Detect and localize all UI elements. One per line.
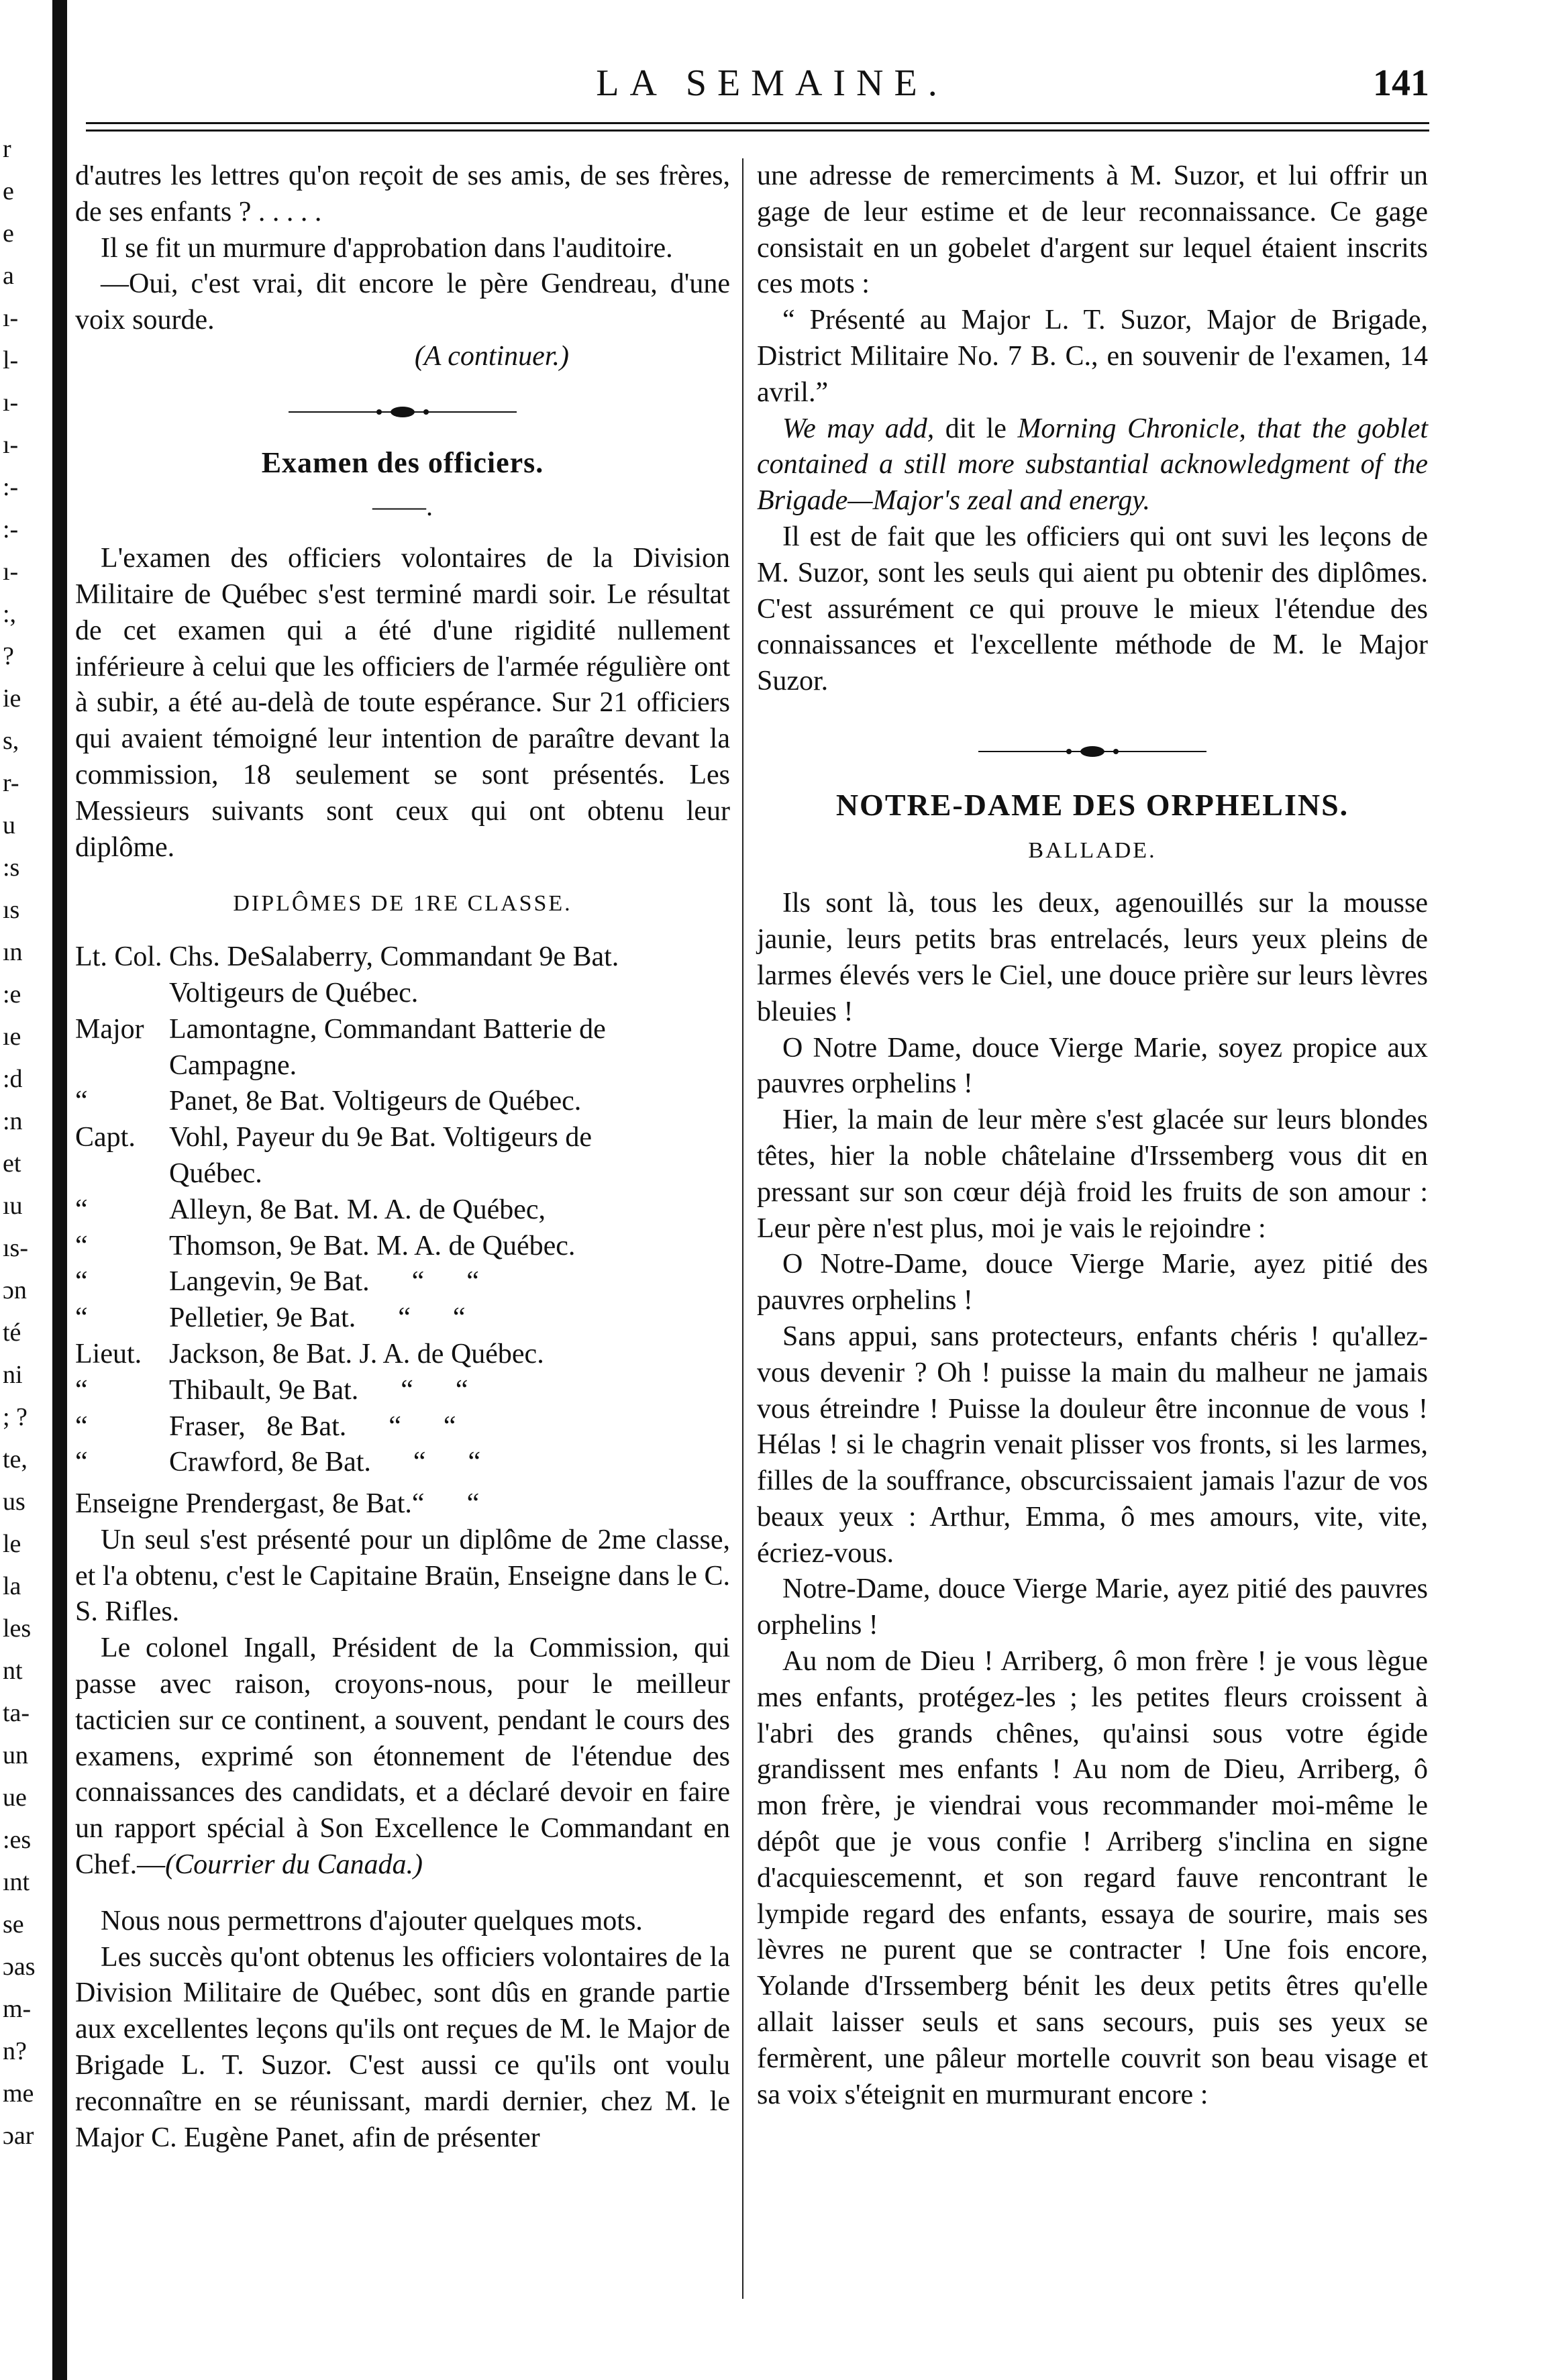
paragraph [75,1631,730,1883]
inscription-quote: “ Présenté au Major L. T. Suzor, Major de Brigade, District Militaire No. 7 B. C., en souvenir de l'examen, 14 avril.” [757,305,1428,408]
margin-fragment: té [3,1318,21,1347]
ballad-stanza: Sans appui, sans protecteurs, enfants chéris ! qu'allez-vous devenir ? Oh ! puisse la main du malheur ne jamais vous étreindre ! Puisse la douleur être inconnue de vous ! Hélas ! si le chagrin venait plisser vos fronts, si les larmes, filles de la souffrance, obscurcissaient jamais l'azur de vos beaux yeux : Arthur, Emma, ô mes amours, vite, vite, écriez-vous. [757,1321,1428,1569]
margin-fragment: ı- [3,389,19,417]
roster-entry [75,1264,730,1300]
roster-name: Alleyn, 8e Bat. M. A. de Québec, [169,1194,546,1225]
diploma-heading: DIPLÔMES DE 1RE CLASSE. [233,891,572,917]
margin-fragment: ni [3,1361,23,1389]
ballad-stanza: Au nom de Dieu ! Arriberg, ô mon frère ! je vous lègue mes enfants, protégez-les ; les petites fleurs croissent à l'abri des grands chênes, qu'ainsi sous votre égide grandissent mes enfants ! Au nom de Dieu, Arriberg, ô mon frère, je viendrai vous recommander moi-même le dépôt que je vous confie ! Arriberg s'inclina en signe d'acquiescemennt, et son regard fauve rencontrant le lympide regard des enfants, essaya de sourire, mais ses lèvres ne purent que se contracter ! Une fois encore, Yolande d'Irssemberg bénit les deux petits êtres qu'elle allait laisser seuls et sans secours, puis ses yeux se fermèrent, une pâleur mortelle couvrit son beau visage et sa voix s'éteignit en murmurant encore : [757,1646,1428,2110]
margin-fragment: e [3,177,14,205]
margin-fragment: r [3,135,11,163]
margin-fragment: e [3,219,14,248]
paragraph: Il est de fait que les officiers qui ont suvi les leçons de M. Suzor, sont les seuls qui aient pu obtenir des diplômes. C'est assurément ce qui prouve le mieux l'étendue des connaissances et l'excellente méthode de M. le Major Suzor. [757,521,1428,697]
margin-fragment: ı- [3,558,19,586]
binding-edge [52,0,67,2380]
margin-fragment: ıs- [3,1234,28,1262]
margin-fragment: se [3,1910,24,1938]
ornament-divider [75,394,730,430]
roster-last-entry: Enseigne Prendergast, 8e Bat.“ “ [75,1488,480,1520]
margin-fragment: :, [3,600,17,628]
margin-fragment: s, [3,727,19,755]
margin-fragment: r- [3,769,19,797]
continued-paragraph: d'autres les lettres qu'on reçoit de ses amis, de ses frères, de ses enfants ? . . . . . [75,160,730,227]
roster-continuation: Québec. [169,1157,262,1189]
paragraph: Les succès qu'ont obtenus les officiers volontaires de la Division Militaire de Québec, sont dûs en grande partie aux excellentes leçons qu'ils ont reçues de M. le Major de Brigade L. T. Suzor. C'est aussi ce qu'ils ont voulu reconnaître en se réunissant, mardi dernier, chez M. le Major C. Eugène Panet, afin de présenter [75,1941,730,2153]
ornament-rule-icon [268,404,537,420]
ornament-divider [757,733,1428,770]
margin-fragment: ı- [3,304,19,332]
ballad-refrain: Notre-Dame, douce Vierge Marie, ayez pitié des pauvres orphelins ! [757,1573,1428,1641]
roster-entry [75,1409,730,1445]
margin-fragment: ɔn [3,1276,27,1304]
margin-fragment: ın [3,938,23,966]
roster-rank: Lieut. [75,1338,142,1369]
roster-rank: Lt. Col. [75,941,162,973]
roster-entry [75,1445,730,1481]
source-credit: (Courrier du Canada.) [165,1849,423,1881]
roster-name: Fraser, 8e Bat. “ “ [169,1410,456,1442]
english-text: We may add, [782,413,935,444]
ballad-refrain: O Notre Dame, douce Vierge Marie, soyez propice aux pauvres orphelins ! [757,1032,1428,1100]
ornament-rule-icon [958,743,1227,760]
roster-name: Vohl, Payeur du 9e Bat. Voltigeurs de [169,1122,592,1153]
diploma-roster [75,939,730,1481]
right-column [757,158,1428,2113]
roster-name: Pelletier, 9e Bat. “ “ [169,1302,466,1334]
margin-fragment: :es [3,1826,32,1854]
english-text: dit le [934,413,1018,444]
margin-fragment: :- [3,515,19,544]
margin-fragment: me [3,2079,34,2108]
paragraph: L'examen des officiers volontaires de la Division Militaire de Québec s'est terminé mardi soir. Le résultat de cet examen qui a été d'une rigidité nullement inférieure à celui que les officiers de l'armée régulière ont à subir, a été au-delà de toute espérance. Sur 21 officiers qui avaient témoigné leur intention de paraître devant la commission, 18 seulement se sont présentés. Les Messieurs suivants sont ceux qui ont obtenu leur diplôme. [75,543,730,863]
ballad-title: NOTRE-DAME DES ORPHELINS. [835,787,1349,822]
roster-entry [75,1120,730,1156]
continued-paragraph: une adresse de remerciments à M. Suzor, et lui offrir un gage de leur estime et de leur reconnaissance. Ce gage consistait en un gobelet d'argent sur lequel étaient inscrits ces mots : [757,160,1428,300]
margin-fragment: ɔar [3,2122,34,2150]
margin-fragment: ınt [3,1868,30,1896]
roster-rank: “ [75,1447,88,1478]
roster-entry [75,1300,730,1337]
roster-entry [75,939,730,976]
to-be-continued: (A continuer.) [414,340,569,372]
margin-fragment: u [3,811,15,839]
margin-fragment: :e [3,980,21,1008]
roster-entry [75,1373,730,1409]
margin-fragment: l- [3,346,19,374]
margin-fragment: ıu [3,1192,23,1220]
roster-name: Chs. DeSalaberry, Commandant 9e Bat. [169,941,619,973]
roster-rank: “ [75,1374,88,1406]
roster-rank: “ [75,1302,88,1334]
margin-fragment: :d [3,1065,23,1093]
margin-fragment: nt [3,1657,23,1685]
roster-rank: Capt. [75,1122,136,1153]
paragraph: Un seul s'est présenté pour un diplôme de 2me classe, et l'a obtenu, c'est le Capitaine Braün, Enseigne dans le C. S. Rifles. [75,1524,730,1628]
margin-fragment: le [3,1530,21,1558]
margin-fragment: ? [3,642,14,670]
newspaper-name: Morning Chronicle, [1017,413,1246,444]
roster-rank: “ [75,1086,88,1117]
margin-fragment: te, [3,1445,28,1473]
margin-fragment: les [3,1614,32,1643]
ballad-refrain: O Notre-Dame, douce Vierge Marie, ayez pitié des pauvres orphelins ! [757,1249,1428,1316]
margin-fragment: ta- [3,1699,30,1727]
roster-name: Thomson, 9e Bat. M. A. de Québec. [169,1230,576,1261]
roster-name: Langevin, 9e Bat. “ “ [169,1266,479,1298]
roster-rank: “ [75,1194,88,1225]
english-quote [757,411,1428,519]
paragraph: Nous nous permettrons d'ajouter quelques mots. [101,1905,643,1936]
margin-fragment: la [3,1572,21,1600]
running-head: LA SEMAINE. [596,62,948,104]
title-dash: ——. [372,491,433,522]
header-rule-bottom [86,130,1429,132]
roster-rank: “ [75,1266,88,1298]
margin-fragment: :- [3,473,19,501]
roster-entry [75,1337,730,1373]
margin-fragment: :s [3,853,20,882]
roster-name: Crawford, 8e Bat. “ “ [169,1447,481,1478]
ballad-subtitle: BALLADE. [1028,837,1157,863]
paragraph: —Oui, c'est vrai, dit encore le père Gendreau, d'une voix sourde. [75,268,730,336]
roster-rank: “ [75,1230,88,1261]
margin-fragment: ue [3,1783,27,1812]
ballad-stanza: Ils sont là, tous les deux, agenouillés sur la mousse jaunie, leurs petits bras entrelacés, leurs yeux pleins de larmes élevés vers le Ciel, une douce prière sur leurs lèvres bleuies ! [757,888,1428,1027]
margin-fragment: ı- [3,431,19,459]
margin-fragment: ; ? [3,1403,28,1431]
roster-continuation: Campagne. [169,1049,297,1081]
roster-rank: Major [75,1013,144,1045]
margin-fragment: un [3,1741,28,1769]
margin-fragment: m- [3,1995,32,2023]
margin-fragment: ıe [3,1023,21,1051]
page-number: 141 [1373,62,1429,104]
margin-fragment: et [3,1149,21,1178]
roster-entry [75,1084,730,1120]
header-rule-top [86,122,1429,124]
paragraph-text: Le colonel Ingall, Président de la Commission, qui passe avec raison, croyons-nous, pour le meilleur tacticien sur ce continent, a souvent, pendant le cours des examens, exprimé son étonnement de l'étendue des connaissances des candidats, et a déclaré devoir en faire un rapport spécial à Son Excellence le Commandant en Chef.— [75,1633,730,1881]
roster-name: Lamontagne, Commandant Batterie de [169,1013,606,1045]
margin-fragment: us [3,1488,25,1516]
roster-rank: “ [75,1410,88,1442]
left-column [75,158,730,2156]
margin-fragment: ie [3,684,21,713]
margin-fragment: ɔas [3,1953,36,1981]
margin-fragment: n? [3,2037,27,2065]
roster-name: Jackson, 8e Bat. J. A. de Québec. [169,1338,544,1369]
roster-entry [75,1012,730,1048]
column-divider [742,158,743,2299]
margin-fragment: a [3,262,14,290]
roster-name: Thibault, 9e Bat. “ “ [169,1374,468,1406]
english-text: that the goblet contained a still more substantial acknowledgment of the Brigade—Major's zeal and energy. [757,413,1429,517]
section-title: Examen des officiers. [261,446,544,479]
roster-entry [75,1229,730,1265]
ballad-stanza: Hier, la main de leur mère s'est glacée sur leurs blondes têtes, hier la noble châtelaine d'Irssemberg vous dit en pressant sur son cœur déjà froid les fruits de son amour : Leur père n'est plus, moi je vais le rejoindre : [757,1104,1428,1244]
roster-entry [75,1192,730,1229]
roster-name: Panet, 8e Bat. Voltigeurs de Québec. [169,1086,582,1117]
margin-fragment: :n [3,1107,23,1135]
paragraph: Il se fit un murmure d'approbation dans l'auditoire. [101,232,673,264]
roster-continuation: Voltigeurs de Québec. [169,977,419,1008]
margin-fragment: ıs [3,896,20,924]
